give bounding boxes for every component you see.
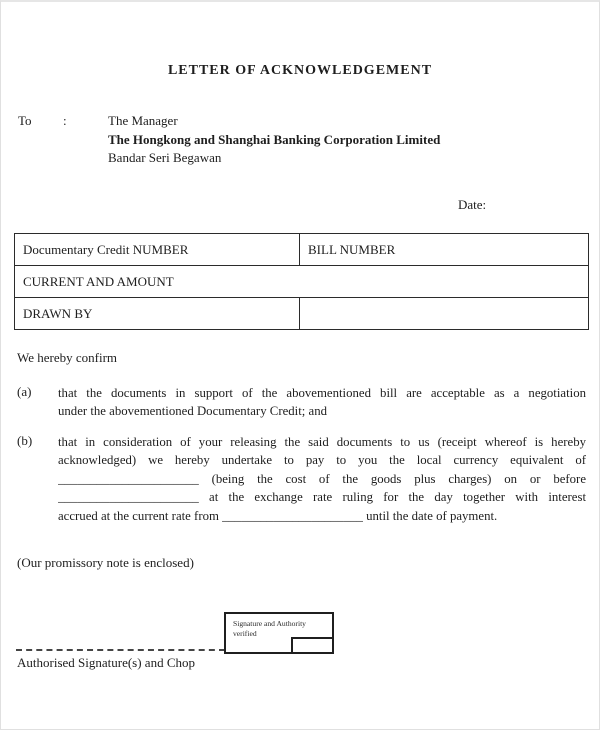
- recipient-line-bank: The Hongkong and Shanghai Banking Corporation Limited: [108, 131, 441, 147]
- clause-b: [17, 433, 586, 525]
- clause-b-line: that in consideration of your releasing the said documents to us (receipt whereof is hereby: [58, 435, 586, 449]
- cell-drawn-by: DRAWN BY: [15, 298, 300, 330]
- signature-authority-stamp-box: [224, 612, 334, 654]
- clause-b-line: acknowledged) we hereby undertake to pay to you the local currency equivalent of: [58, 453, 586, 468]
- to-colon: :: [63, 113, 67, 128]
- authorised-signature-caption: Authorised Signature(s) and Chop: [17, 655, 196, 670]
- clause-b-line-blank-amount: ______________________ (being the cost of the goods plus charges) on or before: [58, 471, 586, 486]
- promissory-note-line: (Our promissory note is enclosed): [17, 555, 194, 570]
- cell-current-and-amount: CURRENT AND AMOUNT: [15, 266, 589, 298]
- cell-drawn-by-value: [300, 298, 589, 330]
- clause-b-text: [58, 433, 586, 525]
- confirm-statement: We hereby confirm: [17, 350, 118, 365]
- stamp-sub-box: [291, 637, 332, 652]
- recipient-address: [108, 112, 440, 168]
- clause-a-text: [58, 384, 586, 421]
- table-row-drawn-by: [15, 298, 589, 330]
- signature-dashed-line: [16, 633, 225, 651]
- recipient-line-manager: The Manager: [108, 113, 178, 128]
- stamp-box-text: Signature and Authority verified: [233, 619, 306, 638]
- recipient-line-city: Bandar Seri Begawan: [108, 150, 222, 165]
- to-label: To: [18, 113, 32, 128]
- clause-b-line-blank-rate: accrued at the current rate from ______________________ until the date of payment.: [58, 508, 498, 523]
- clause-a: [17, 384, 586, 421]
- details-table: [14, 233, 589, 330]
- cell-documentary-credit-number: Documentary Credit NUMBER: [15, 234, 300, 266]
- cell-bill-number: BILL NUMBER: [300, 234, 589, 266]
- clause-b-line-blank-date: ______________________ at the exchange rate ruling for the day together with interest: [58, 490, 586, 505]
- clause-a-line: that the documents in support of the abovementioned bill are acceptable as a negotiation: [58, 386, 586, 400]
- date-label: Date:: [458, 197, 487, 212]
- clause-a-marker: (a): [17, 384, 32, 399]
- clause-a-line: under the abovementioned Documentary Credit; and: [58, 404, 328, 419]
- table-row-credit-bill: [15, 234, 589, 266]
- recipient-block: [18, 112, 440, 168]
- letter-title: LETTER OF ACKNOWLEDGEMENT: [167, 63, 433, 78]
- clause-b-marker: (b): [17, 433, 33, 448]
- table-row-currency-amount: [15, 266, 589, 298]
